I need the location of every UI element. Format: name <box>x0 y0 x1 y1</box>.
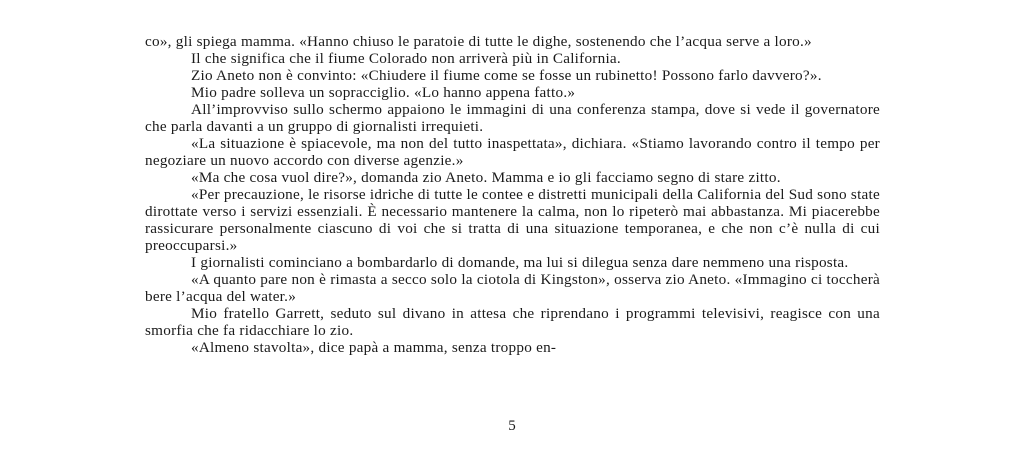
paragraph: «A quanto pare non è rimasta a secco solo la ciotola di Kingston», osserva zio Aneto. «Immagino ci toccherà bere l’acqua del water.» <box>145 271 880 305</box>
paragraph: I giornalisti cominciano a bombardarlo di domande, ma lui si dilegua senza dare nemmeno una risposta. <box>191 254 849 271</box>
paragraph: Mio fratello Garrett, seduto sul divano in attesa che riprendano i programmi televisivi, reagisce con una smorfia che fa ridacchiare lo zio. <box>145 305 880 339</box>
paragraph: «Ma che cosa vuol dire?», domanda zio Aneto. Mamma e io gli facciamo segno di stare zitto. <box>191 169 781 186</box>
page-number: 5 <box>508 418 516 434</box>
body-text <box>145 33 880 356</box>
paragraph: Zio Aneto non è convinto: «Chiudere il fiume come se fosse un rubinetto! Possono farlo davvero?». <box>191 67 822 84</box>
paragraph: All’improvviso sullo schermo appaiono le immagini di una conferenza stampa, dove si vede il governatore che parla davanti a un gruppo di giornalisti irrequieti. <box>145 101 880 135</box>
paragraph: Mio padre solleva un sopracciglio. «Lo hanno appena fatto.» <box>191 84 576 101</box>
paragraph: co», gli spiega mamma. «Hanno chiuso le paratoie di tutte le dighe, sostenendo che l’acqua serve a loro.» <box>145 33 812 50</box>
paragraph: «Almeno stavolta», dice papà a mamma, senza troppo en- <box>191 339 557 356</box>
paragraph: «La situazione è spiacevole, ma non del tutto inaspettata», dichiara. «Stiamo lavorando contro il tempo per negoziare un nuovo accordo con diverse agenzie.» <box>145 135 880 169</box>
paragraph: Il che significa che il fiume Colorado non arriverà più in California. <box>191 50 621 67</box>
paragraph: «Per precauzione, le risorse idriche di tutte le contee e distretti municipali della California del Sud sono state dirottate verso i servizi essenziali. È necessario mantenere la calma, non lo ripeterò mai abbastanza. Mi piacerebbe rassicurare personalmente ciascuno di voi che si tratta di una situazione temporanea, e che non c’è nulla di cui preoccuparsi.» <box>145 186 880 254</box>
